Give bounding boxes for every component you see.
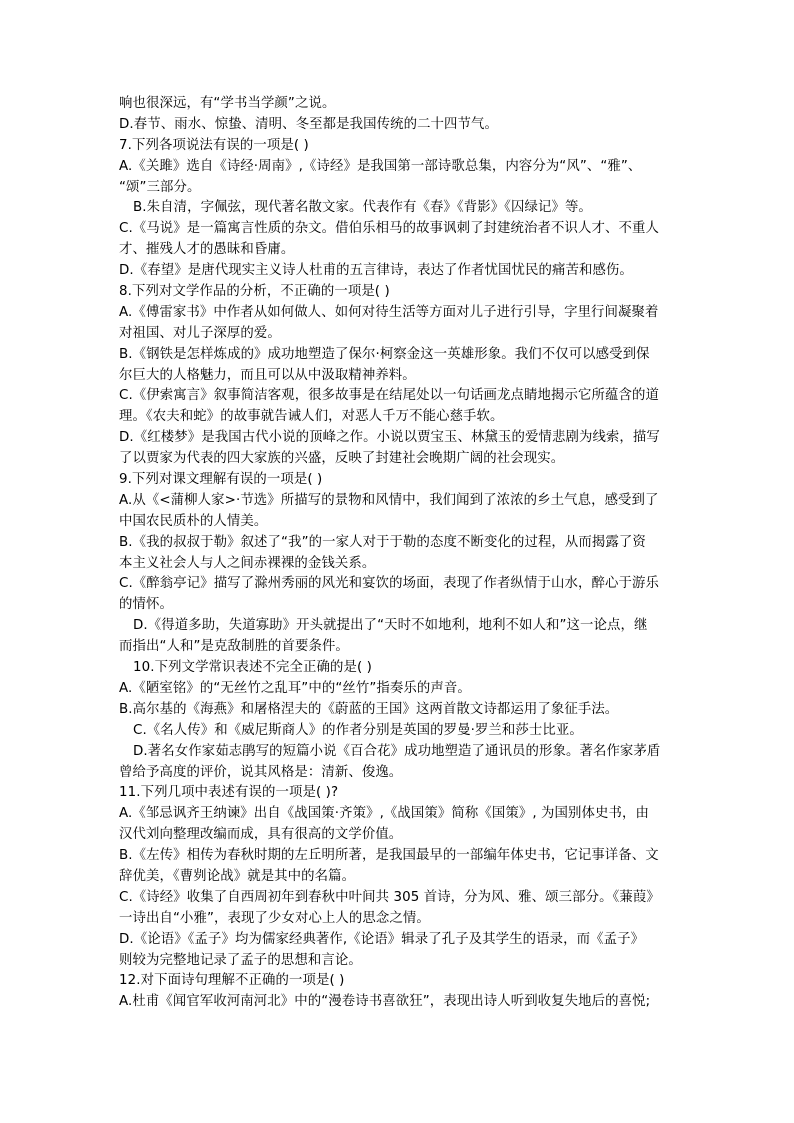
text-line: A.从《<蒲柳人家>·节选》所描写的景物和风情中，我们闻到了浓浓的乡土气息，感受到了 (119, 492, 659, 508)
text-line: C.《醉翁亭记》描写了滁州秀丽的风光和宴饮的场面，表现了作者纵情于山水，醉心于游乐 (119, 576, 659, 592)
text-line: “颂”三部分。 (119, 179, 201, 195)
document-body (119, 94, 679, 1013)
text-line: C.《马说》是一篇寓言性质的杂文。借伯乐相马的故事讽刺了封建统治者不识人才、不重人 (119, 221, 659, 237)
text-line: 7.下列各项说法有误的一项是( ) (119, 137, 309, 153)
text-line: 12.对下面诗句理解不正确的一项是( ) (119, 973, 345, 989)
text-line: B.高尔基的《海燕》和屠格涅夫的《蔚蓝的王国》这两首散文诗都运用了象征手法。 (119, 701, 619, 717)
text-line: 辞优美，《曹刿论战》就是其中的名篇。 (119, 868, 356, 884)
text-line: 了以贾家为代表的四大家族的兴盛，反映了封建社会晚期广阔的社会现实。 (119, 451, 565, 467)
text-line: C.《诗经》收集了自西周初年到春秋中叶间共 305 首诗，分为风、雅、颂三部分。《蒹葭》 (119, 889, 660, 905)
text-line: 本主义社会人与人之间赤裸裸的金钱关系。 (119, 555, 376, 571)
text-line: 对祖国、对儿子深厚的爱。 (119, 325, 281, 341)
text-line: 汉代刘向整理改编而成，具有很高的文学价值。 (119, 827, 403, 843)
text-line: A.《陋室铭》的“无丝竹之乱耳”中的“丝竹”指奏乐的声音。 (119, 680, 471, 696)
text-line: D.《春望》是唐代现实主义诗人杜甫的五言律诗，表达了作者忧国忧民的痛苦和感伤。 (119, 263, 633, 279)
text-line: B.《我的叔叔于勒》叙述了“我”的一家人对于于勒的态度不断变化的过程，从而揭露了资 (119, 534, 646, 550)
text-line: D.《得道多助，失道寡助》开头就提出了“天时不如地利，地利不如人和”这一论点，继 (133, 618, 648, 634)
text-line: D.《论语》《孟子》均为儒家经典著作,《论语》辑录了孔子及其学生的语录，而《孟子》 (119, 931, 645, 947)
text-line: B.《左传》相传为春秋时期的左丘明所著，是我国最早的一部编年体史书，它记事详备、文 (119, 848, 659, 864)
text-line: 尔巨大的人格魅力，而且可以从中汲取精神养料。 (119, 367, 416, 383)
text-line: 的情怀。 (119, 597, 173, 613)
text-line: 而指出“人和”是克敌制胜的首要条件。 (119, 639, 349, 655)
text-line: 中国农民质朴的人情美。 (119, 513, 268, 529)
text-line: 则较为完整地记录了孟子的思想和言论。 (119, 952, 362, 968)
text-line: C.《名人传》和《威尼斯商人》的作者分别是英国的罗曼·罗兰和莎士比亚。 (133, 722, 583, 738)
text-line: D.《红楼梦》是我国古代小说的顶峰之作。小说以贾宝玉、林黛玉的爱情悲剧为线索，描写 (119, 430, 660, 446)
text-line: 8.下列对文学作品的分析，不正确的一项是( ) (119, 284, 390, 300)
text-line: B.《钢铁是怎样炼成的》成功地塑造了保尔·柯察金这一英雄形象。我们不仅可以感受到保 (119, 346, 650, 362)
text-line: 11.下列几项中表述有误的一项是( )? (119, 785, 339, 801)
text-line: A.《邹忌讽齐王纳谏》出自《战国策·齐策》,《战国策》简称《国策》, 为国别体史书，由 (119, 806, 649, 822)
text-line: 响也很深远，有“学书当学颜”之说。 (119, 96, 336, 111)
text-line: 一诗出自“小雅”，表现了少女对心上人的思念之情。 (119, 910, 430, 926)
text-line: 才、摧残人才的愚昧和昏庸。 (119, 242, 295, 258)
text-line: D.著名女作家茹志鹃写的短篇小说《百合花》成功地塑造了通讯员的形象。著名作家茅盾 (133, 743, 661, 759)
text-line: C.《伊索寓言》叙事简洁客观，很多故事是在结尾处以一句话画龙点睛地揭示它所蕴含的道 (119, 388, 659, 404)
text-line: D.春节、雨水、惊蛰、清明、冬至都是我国传统的二十四节气。 (119, 116, 499, 132)
text-line: A.《关雎》选自《诗经·周南》,《诗经》是我国第一部诗歌总集，内容分为“风”、“雅”、 (119, 158, 642, 174)
text-line: A.《傅雷家书》中作者从如何做人、如何对待生活等方面对儿子进行引导，字里行间凝聚着 (119, 304, 659, 320)
text-line: 理。《农夫和蛇》的故事就告诫人们，对恶人千万不能心慈手软。 (119, 409, 504, 425)
text-line: 10.下列文学常识表述不完全正确的是( ) (133, 660, 372, 676)
text-line: 曾给予高度的评价，说其风格是：清新、俊逸。 (119, 764, 403, 780)
text-line: A.杜甫《闻官军收河南河北》中的“漫卷诗书喜欲狂”，表现出诗人听到收复失地后的喜悦; (119, 994, 651, 1010)
text-line: B.朱自清，字佩弦，现代著名散文家。代表作有《春》《背影》《囚绿记》等。 (133, 200, 592, 216)
text-line: 9.下列对课文理解有误的一项是( ) (119, 472, 323, 488)
